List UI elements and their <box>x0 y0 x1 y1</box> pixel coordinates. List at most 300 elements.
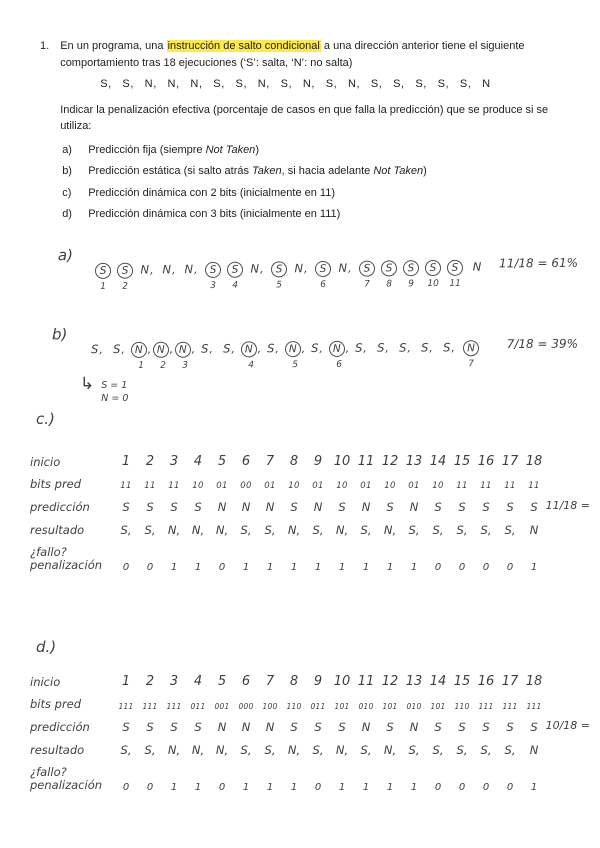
letter: S <box>311 340 319 356</box>
circled-letter: S <box>95 263 111 279</box>
options-list <box>60 142 564 223</box>
cell: N <box>241 720 251 735</box>
comma: , <box>429 341 433 355</box>
token-count-number: 3 <box>210 280 217 291</box>
sequence-token <box>108 342 130 372</box>
token-count-number <box>190 281 193 292</box>
hand-table-row-resultado <box>30 523 588 537</box>
circled-letter: S <box>205 262 221 278</box>
circled-letter: S <box>315 261 331 277</box>
cell: 011 <box>190 702 206 712</box>
circled-letter: S <box>425 260 441 276</box>
cell: 1 <box>410 561 418 573</box>
row-label: ¿fallo? penalización <box>30 765 103 793</box>
comma: , <box>99 343 103 357</box>
cell: 11 <box>456 481 468 492</box>
option-b <box>62 163 564 180</box>
cell: 12 <box>381 454 399 469</box>
legend-note <box>80 376 128 406</box>
problem-paragraph <box>60 38 564 71</box>
cell: S, <box>432 743 444 758</box>
sequence-token <box>152 342 174 372</box>
sequence-token <box>422 260 444 290</box>
sequence-token <box>334 261 356 291</box>
letter: S <box>355 340 363 355</box>
cell: 15 <box>453 674 471 689</box>
cell: 001 <box>214 702 230 712</box>
token-count-number <box>382 360 385 371</box>
comma: , <box>193 263 198 277</box>
cell: 9 <box>313 674 323 689</box>
token-count-number <box>118 361 121 372</box>
cell: 100 <box>262 702 278 712</box>
cell: N <box>409 500 419 515</box>
circled-letter: S <box>403 260 419 276</box>
option-c <box>62 185 564 202</box>
solution-part-b <box>52 325 580 373</box>
option-a-key: a) <box>62 143 72 156</box>
token-count-number <box>316 360 319 371</box>
cell: S, <box>504 743 516 758</box>
cell: S, <box>360 523 372 538</box>
statement-pre: En un programa, una <box>60 40 167 52</box>
cell: 0 <box>482 781 490 793</box>
cell: S, <box>480 743 492 758</box>
letter: N <box>294 261 304 276</box>
circled-letter: S <box>381 260 397 276</box>
legend-n: N = 0 <box>101 392 129 404</box>
token-count-number: 5 <box>276 280 283 291</box>
cell: 15 <box>453 454 471 469</box>
circled-letter: S <box>359 261 375 277</box>
cell: 11 <box>357 674 375 689</box>
cell: S <box>146 720 154 735</box>
token-count-number <box>300 280 303 291</box>
comma: , <box>407 341 411 355</box>
token-count-number <box>426 359 429 370</box>
comma: , <box>451 341 455 355</box>
token-count-number <box>228 360 231 371</box>
token-count-number: 4 <box>248 360 254 371</box>
cell: N <box>241 500 251 515</box>
cell: S <box>530 500 538 515</box>
sequence-token <box>114 263 136 293</box>
cell: N, <box>167 523 181 538</box>
sequence-token <box>268 261 290 291</box>
cell: 8 <box>289 454 299 469</box>
row-cells <box>114 500 546 514</box>
sequence-token <box>466 260 488 290</box>
letter: S <box>223 341 231 356</box>
cell: N, <box>335 523 349 538</box>
cell: 101 <box>382 702 398 712</box>
cell: S, <box>408 523 420 538</box>
sequence-token <box>290 261 312 291</box>
token-count-number <box>146 281 149 292</box>
cell: N <box>409 720 419 735</box>
token-count-number <box>360 360 363 371</box>
cell: N <box>265 720 275 735</box>
sequence-token <box>174 342 196 372</box>
problem-statement-block <box>40 38 564 228</box>
cell: N <box>313 500 323 515</box>
comma: , <box>149 263 154 277</box>
hand-table-row-resultado <box>30 743 588 757</box>
cell: 1 <box>410 781 418 793</box>
token-count-number <box>448 359 451 370</box>
letter: N <box>140 262 150 277</box>
cell: 1 <box>170 561 178 573</box>
token-count-number <box>96 361 99 372</box>
cell: N, <box>287 523 301 538</box>
cell: S <box>458 720 466 735</box>
token-count-number: 6 <box>336 359 342 370</box>
comma: , <box>257 342 262 356</box>
cell: 1 <box>194 561 202 573</box>
cell: N <box>361 500 371 515</box>
cell: N <box>529 523 539 538</box>
part-a-label: a) <box>57 246 73 265</box>
letter: S <box>267 341 275 356</box>
token-count-number: 9 <box>408 279 415 290</box>
comma: , <box>121 343 125 357</box>
cell: 11 <box>144 481 156 492</box>
cell: 011 <box>310 702 326 712</box>
cell: 1 <box>314 561 322 573</box>
instruction-text: Indicar la penalización efectiva (porcentaje de casos en que falla la predicción) que se produce si se utiliza: <box>60 103 549 132</box>
cell: 11 <box>504 481 516 492</box>
sequence-token <box>312 261 334 291</box>
cell: 16 <box>477 674 495 689</box>
cell: S <box>194 720 202 735</box>
sequence-token <box>438 340 460 370</box>
token-count-number <box>344 280 347 291</box>
sequence-token <box>218 341 240 371</box>
cell: N, <box>167 743 181 758</box>
cell: 111 <box>526 702 542 712</box>
option-d-key: d) <box>62 208 72 220</box>
sequence-token <box>130 342 152 372</box>
row-label: ¿fallo? penalización <box>30 545 103 573</box>
sequence-token <box>394 340 416 370</box>
cell: 0 <box>122 781 130 793</box>
sequence-token <box>136 262 158 292</box>
comma: , <box>301 342 306 356</box>
sequence-token <box>378 260 400 290</box>
part-d-table <box>30 674 588 793</box>
row-cells <box>114 481 546 491</box>
cell: S <box>386 720 394 735</box>
letter: S <box>113 342 121 357</box>
legend-lines <box>101 380 128 406</box>
sequence-token <box>444 260 466 290</box>
cell: S <box>434 720 442 735</box>
sequence-token <box>356 260 378 290</box>
cell: 1 <box>386 561 394 573</box>
cell: S, <box>312 523 324 538</box>
cell: 0 <box>434 561 442 573</box>
row-label: inicio <box>30 674 61 689</box>
comma: , <box>319 341 323 355</box>
cell: 18 <box>525 454 543 469</box>
cell: N, <box>215 523 229 538</box>
hand-table-row-inicio <box>30 454 588 469</box>
letter: N <box>472 259 482 274</box>
cell: 0 <box>122 561 130 573</box>
comma: , <box>169 342 174 356</box>
comma: , <box>147 342 152 356</box>
comma: , <box>231 342 235 356</box>
cell: N <box>529 743 539 758</box>
cell: S <box>506 720 514 735</box>
cell: 101 <box>334 702 350 712</box>
cell: S <box>290 500 298 515</box>
comma: , <box>345 341 350 355</box>
cell: S, <box>312 743 324 758</box>
hand-table-row-bits-pred <box>30 698 588 711</box>
cell: 11 <box>357 454 375 469</box>
cell: 1 <box>290 561 298 573</box>
cell: S, <box>144 743 156 758</box>
cell: S, <box>120 743 132 758</box>
cell: N <box>265 500 275 515</box>
cell: N, <box>383 523 397 538</box>
token-count-number <box>272 360 275 371</box>
cell: 00 <box>240 481 252 492</box>
cell: 1 <box>242 561 250 573</box>
row-cells <box>114 523 546 537</box>
sequence-token <box>86 342 108 372</box>
cell: S <box>122 720 130 735</box>
letter: S <box>443 340 451 355</box>
cell: 1 <box>242 781 250 793</box>
option-b-key: b) <box>62 165 72 177</box>
row-label: resultado <box>30 743 85 757</box>
cell: S, <box>432 523 444 538</box>
cell: N <box>217 720 227 735</box>
token-count-number: 3 <box>182 360 188 371</box>
hand-table-row-prediccion <box>30 720 588 734</box>
cell: 3 <box>169 454 179 469</box>
cell: 11 <box>480 481 492 492</box>
cell: 17 <box>501 454 519 469</box>
circled-letter: N <box>329 341 345 357</box>
sequence-token <box>284 341 306 371</box>
cell: 11 <box>120 481 132 492</box>
cell: 7 <box>265 674 275 689</box>
cell: S, <box>144 523 156 538</box>
cell: 1 <box>170 781 178 793</box>
cell: S, <box>456 743 468 758</box>
cell: 111 <box>478 702 494 712</box>
option-b-text: Predicción estática (si salto atrás Taken, si hacia adelante Not Taken) <box>88 165 427 177</box>
cell: 1 <box>338 781 346 793</box>
highlighted-phrase: instrucción de salto condicional <box>167 40 320 52</box>
sequence-token <box>196 342 218 372</box>
cell: S, <box>504 523 516 538</box>
cell: 17 <box>501 674 519 689</box>
cell: 13 <box>405 454 423 469</box>
cell: N <box>361 720 371 735</box>
cell: 4 <box>193 454 203 469</box>
row-label: bits pred <box>30 697 82 711</box>
cell: 0 <box>458 781 466 793</box>
circled-letter: S <box>271 261 287 277</box>
cell: 6 <box>241 454 251 469</box>
part-b-label: b) <box>51 325 68 344</box>
sequence-token <box>350 341 372 371</box>
row-cells <box>114 454 546 469</box>
part-d-label: d.) <box>36 638 57 656</box>
solution-part-d <box>30 638 588 802</box>
cell: N, <box>191 523 205 538</box>
row-label: predicción <box>30 720 90 734</box>
cell: S, <box>264 743 276 758</box>
cell: 110 <box>454 702 470 712</box>
letter: S <box>201 341 209 356</box>
cell: S, <box>264 523 276 538</box>
branch-outcome-sequence: S, S, N, N, N, S, S, N, S, N, S, N, S, S, S, S, S, N <box>100 78 491 90</box>
row-cells <box>114 782 546 793</box>
cell: 110 <box>286 702 302 712</box>
cell: 12 <box>381 674 399 689</box>
letter: S <box>421 340 429 355</box>
cell: 10 <box>432 481 444 492</box>
cell: 5 <box>217 454 227 469</box>
row-result: 11/18 = <box>545 499 590 513</box>
token-count-number: 5 <box>292 360 298 371</box>
cell: 1 <box>121 454 131 469</box>
letter: N <box>250 261 260 276</box>
cell: 7 <box>265 454 275 469</box>
cell: 1 <box>362 561 370 573</box>
cell: 111 <box>502 702 518 712</box>
cell: N, <box>215 743 229 758</box>
sequence-token <box>460 340 482 370</box>
sequence-token <box>328 341 350 371</box>
problem-number: 1. <box>40 40 50 52</box>
cell: S <box>506 500 514 515</box>
circled-letter: S <box>117 263 133 279</box>
cell: N, <box>191 743 205 758</box>
legend-s: S = 1 <box>101 380 128 391</box>
cell: S, <box>240 523 252 538</box>
cell: S, <box>456 523 468 538</box>
comma: , <box>275 342 279 356</box>
cell: 111 <box>142 702 158 712</box>
cell: 10 <box>333 674 351 689</box>
option-d-text: Predicción dinámica con 3 bits (inicialmente en 111) <box>88 208 341 220</box>
cell: S <box>482 720 490 735</box>
cell: S <box>458 500 466 515</box>
row-label: inicio <box>30 454 61 469</box>
cell: 10 <box>384 481 396 492</box>
letter: N <box>338 260 348 275</box>
row-cells <box>114 562 546 573</box>
token-count-number: 1 <box>138 360 144 371</box>
cell: 10 <box>333 454 351 469</box>
circled-letter: N <box>175 342 191 358</box>
token-count-number: 7 <box>364 279 371 290</box>
hand-table-row-inicio <box>30 674 588 689</box>
cell: 3 <box>169 674 179 689</box>
cell: S <box>170 500 178 515</box>
cell: 0 <box>314 781 322 793</box>
cell: 111 <box>118 702 134 712</box>
cell: 1 <box>194 781 202 793</box>
cell: 6 <box>241 674 251 689</box>
cell: S <box>338 720 346 735</box>
row-label: predicción <box>30 500 90 514</box>
comma: , <box>191 342 196 356</box>
cell: S, <box>120 523 132 538</box>
sequence-token <box>202 262 224 292</box>
token-count-number: 6 <box>320 279 327 290</box>
cell: 0 <box>506 781 514 793</box>
cell: 111 <box>166 702 182 712</box>
cell: 1 <box>266 561 274 573</box>
cell: S <box>194 500 202 515</box>
token-count-number: 2 <box>160 360 166 371</box>
cell: 010 <box>358 702 374 712</box>
option-a <box>62 142 564 159</box>
cell: 000 <box>238 702 254 712</box>
token-count-number: 7 <box>468 359 474 370</box>
token-count-number <box>206 361 209 372</box>
cell: 01 <box>312 481 324 492</box>
comma: , <box>303 262 308 276</box>
hand-table-row-fallo-penalizacion <box>30 546 588 572</box>
letter: N <box>162 262 172 277</box>
token-count-number <box>168 281 171 292</box>
cell: 0 <box>218 781 226 793</box>
sequence-token <box>262 341 284 371</box>
cell: N <box>217 500 227 515</box>
cell: 01 <box>264 481 276 492</box>
cell: 1 <box>290 781 298 793</box>
cell: S <box>434 500 442 515</box>
cell: N, <box>287 743 301 758</box>
token-count-number: 4 <box>232 280 239 291</box>
comma: , <box>259 262 264 276</box>
token-count-number: 2 <box>122 281 129 292</box>
statement-post: a una dirección anterior tiene el siguiente comportamiento tras 18 ejecuciones (‘S’: salta, ‘N’: no salta) <box>60 40 525 69</box>
cell: 1 <box>121 674 131 689</box>
circled-letter: N <box>285 341 301 357</box>
cell: 0 <box>482 561 490 573</box>
sequence-token <box>180 262 202 292</box>
comma: , <box>209 342 213 356</box>
cell: 1 <box>266 781 274 793</box>
token-count-number <box>404 360 407 371</box>
cell: 10 <box>336 481 348 492</box>
hand-table-row-prediccion <box>30 500 588 514</box>
cell: 2 <box>145 674 155 689</box>
cell: 01 <box>408 481 420 492</box>
hand-table-row-fallo-penalizacion <box>30 766 588 792</box>
cell: S, <box>360 743 372 758</box>
circled-letter: S <box>227 262 243 278</box>
option-c-text: Predicción dinámica con 2 bits (inicialmente en 11) <box>88 186 335 199</box>
token-count-number <box>256 281 259 292</box>
part-a-result: 11/18 = 61% <box>498 255 579 271</box>
cell: 1 <box>362 781 370 793</box>
comma: , <box>347 261 352 275</box>
hand-table-row-bits-pred <box>30 478 588 491</box>
token-count-number: 11 <box>449 278 461 289</box>
cell: 14 <box>429 674 447 689</box>
cell: 0 <box>146 781 154 793</box>
